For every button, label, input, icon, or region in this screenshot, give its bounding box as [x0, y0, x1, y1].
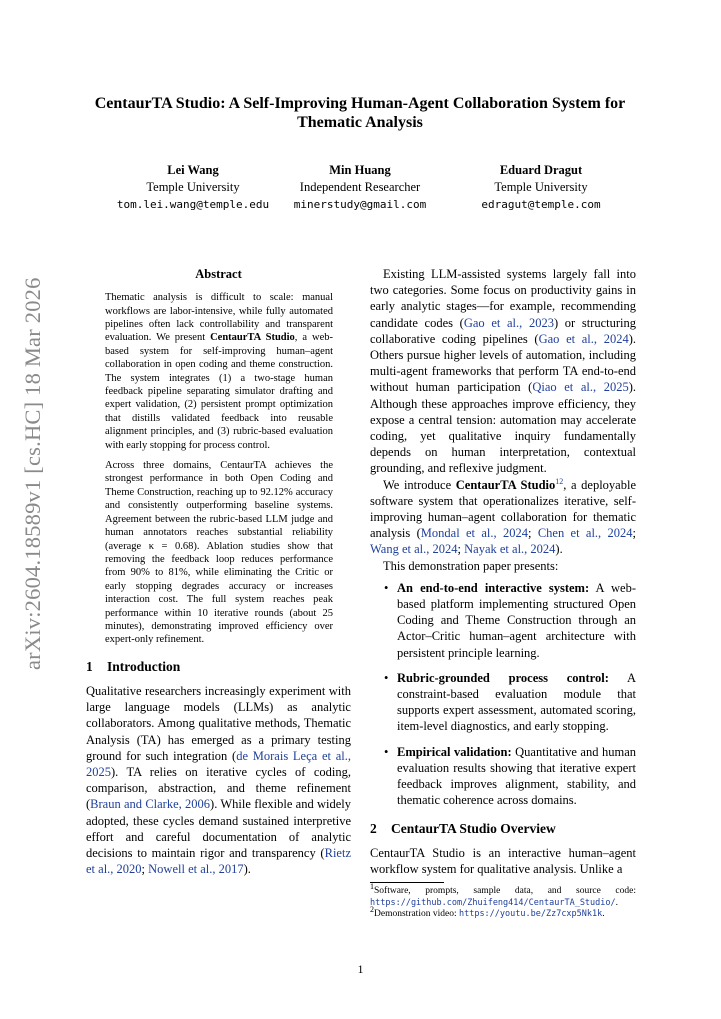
bullet-lead: An end-to-end interactive system:: [397, 580, 590, 595]
system-intro-paragraph: [370, 477, 636, 558]
citation-link[interactable]: de Morais Leça et al., 2025: [86, 748, 351, 779]
author-2: [265, 162, 455, 213]
body-text: ;: [457, 542, 465, 557]
list-item: [370, 580, 636, 661]
list-item: [370, 744, 636, 809]
abstract-paragraph-1: [105, 291, 333, 452]
abstract-heading: Abstract: [195, 267, 242, 281]
body-text: ).: [243, 862, 251, 877]
abstract-paragraph-2: Across three domains, CentaurTA achieves the strongest performance in both Open Coding and Theme Construction, reaching up to 92.12% accuracy and consistently outperforming baseline systems. Agreement between the rubric-based LLM judge and human annotators reaches substantial reliability (average κ = 0.68). Ablation studies show that removing the feedback loop reduces performance from 90% to 81%, while eliminating the Critic or early stopping degrades accuracy or increases interaction cost. The full system reaches peak performance within 10 iterative rounds (about 25 minutes), demonstrating improved efficiency over expert-only refinement.: [105, 460, 333, 646]
footnote-text: .: [602, 909, 605, 920]
related-work-paragraph: [370, 266, 636, 477]
footnote-divider: [370, 882, 444, 883]
section-title: Introduction: [107, 658, 181, 674]
bullet-text: A constraint-based evaluation module that supports expert assessment, automated scoring, item-level diagnostics, and early stopping.: [397, 670, 636, 734]
footnote-text: Demonstration video:: [374, 909, 459, 920]
citation-link[interactable]: Mondal et al., 2024: [420, 526, 528, 541]
author-email: tom.lei.wang@temple.edu: [116, 198, 270, 211]
section-heading-introduction: [86, 659, 351, 675]
arxiv-stamp: [12, 277, 52, 670]
body-text: ;: [141, 862, 149, 877]
section-title: CentaurTA Studio Overview: [391, 820, 556, 836]
body-text: ). Others pursue higher levels of automation, including multi-agent frameworks that perform TA end-to-end without human participation (: [370, 331, 637, 395]
body-text: ) or structuring collaborative coding pipelines (: [370, 315, 637, 346]
page-number: 1: [357, 962, 364, 976]
list-item: [370, 670, 636, 735]
body-text: ). Although these approaches improve efficiency, they expose a central tension: automation may accelerate coding, yet qualitative inquiry fundamentally depends on human interpretation, contextual grounding, and reflexive judgment.: [370, 380, 636, 476]
bullet-text: Quantitative and human evaluation results showing that iterative expert feedback improves alignment, stability, and thematic coherence across domains.: [397, 744, 636, 808]
footnote-text: .: [615, 897, 619, 908]
author-affiliation: Independent Researcher: [299, 180, 421, 194]
body-text: ). While flexible and widely adopted, these cycles demand sustained interpretive effort and careful documentation of analytic decisions to maintain rigor and transparency (: [86, 797, 351, 860]
abstract-text: Thematic analysis is difficult to scale: manual workflows are labor-intensive, while fully automated pipelines often lack controllability and transparent evaluation. We present: [105, 292, 333, 344]
left-column: [86, 266, 351, 877]
footnote-marker[interactable]: 12: [555, 476, 564, 486]
citation-link[interactable]: Rietz et al., 2020: [86, 846, 351, 877]
footnotes: [370, 881, 636, 921]
citation-link[interactable]: Qiao et al., 2025: [532, 380, 629, 395]
github-link[interactable]: https://github.com/Zhuifeng414/CentaurTA_Studio/: [370, 897, 616, 908]
arxiv-id: arXiv:2604.18589v1 [cs.HC] 18 Mar 2026: [20, 277, 45, 670]
body-text: We introduce: [383, 477, 456, 492]
author-1: [98, 162, 288, 213]
overview-paragraph: CentaurTA Studio is an interactive human–agent workflow system for qualitative analysis. Unlike a: [370, 845, 636, 876]
author-email: edragut@temple.com: [481, 198, 601, 211]
citation-link[interactable]: Nowell et al., 2017: [148, 862, 244, 877]
contribution-list: [370, 580, 636, 809]
citation-link[interactable]: Braun and Clarke, 2006: [90, 797, 211, 812]
abstract-body: [105, 291, 333, 647]
body-text: , a deployable software system that operationalizes iterative, self-improving human–agent collaboration for thematic analysis (: [370, 477, 636, 541]
body-text: ;: [632, 526, 636, 541]
bullet-lead: Empirical validation:: [397, 744, 512, 759]
citation-link[interactable]: Wang et al., 2024: [370, 542, 458, 557]
body-text: ). TA relies on iterative cycles of coding, comparison, abstraction, and theme refinement (: [86, 764, 351, 812]
body-text: ).: [555, 542, 563, 557]
body-text: Qualitative researchers increasingly experiment with large language models (LLMs) as analytic collaborators. Among qualitative methods, Thematic Analysis (TA) has emerged as a primary testing ground for such integration (: [86, 683, 351, 763]
bullet-icon: •: [384, 744, 389, 759]
bullet-icon: •: [384, 580, 389, 595]
system-name: CentaurTA Studio: [455, 477, 556, 492]
author-3: [446, 162, 636, 213]
body-text: ;: [527, 526, 538, 541]
footnote-number: 1: [370, 881, 374, 891]
section-number: 2: [370, 820, 377, 836]
bullet-icon: •: [384, 670, 389, 685]
footnote-2: [370, 904, 636, 921]
author-affiliation: Temple University: [146, 180, 240, 194]
body-text: Existing LLM-assisted systems largely fall into two categories. Some focus on productivity gains in early analytic stages—for example, recommending candidate codes (: [370, 267, 636, 330]
citation-link[interactable]: Gao et al., 2023: [463, 315, 554, 330]
citation-link[interactable]: Chen et al., 2024: [537, 526, 633, 541]
bullet-lead: Rubric-grounded process control:: [397, 670, 609, 685]
footnote-text: Software, prompts, sample data, and source code:: [374, 886, 636, 897]
video-link[interactable]: https://youtu.be/Zz7cxp5Nk1k: [458, 909, 603, 920]
footnote-1: [370, 881, 636, 909]
footnote-number: 2: [370, 904, 374, 914]
citation-link[interactable]: Gao et al., 2024: [538, 331, 629, 346]
paper-title: CentaurTA Studio: A Self-Improving Human-Agent Collaboration System for Thematic Analysis: [94, 95, 626, 131]
abstract-text: , a web-based system for self-improving human–agent collaboration in open coding and theme construction. The system integrates (1) a two-stage human feedback pipeline separating simulator drafting and expert validation, (2) persistent prompt optimization that distills validated feedback into reusable alignment principles, and (3) rubric-based evaluation with early stopping for process control.: [105, 332, 333, 451]
author-name: Eduard Dragut: [499, 163, 583, 177]
author-name: Lei Wang: [167, 163, 219, 177]
citation-link[interactable]: Nayak et al., 2024: [464, 542, 556, 557]
bullet-text: A web-based platform implementing structured Open Coding and Theme Construction through an Actor–Critic human–agent architecture with persistent principle learning.: [397, 580, 636, 660]
intro-paragraph: [86, 683, 351, 877]
author-name: Min Huang: [329, 163, 391, 177]
right-column: [370, 266, 636, 921]
section-number: 1: [86, 658, 93, 674]
contributions-intro: This demonstration paper presents:: [383, 558, 559, 573]
section-heading-overview: [370, 821, 636, 837]
author-affiliation: Temple University: [494, 180, 588, 194]
author-email: minerstudy@gmail.com: [293, 198, 427, 211]
system-name: CentaurTA Studio: [210, 332, 295, 344]
